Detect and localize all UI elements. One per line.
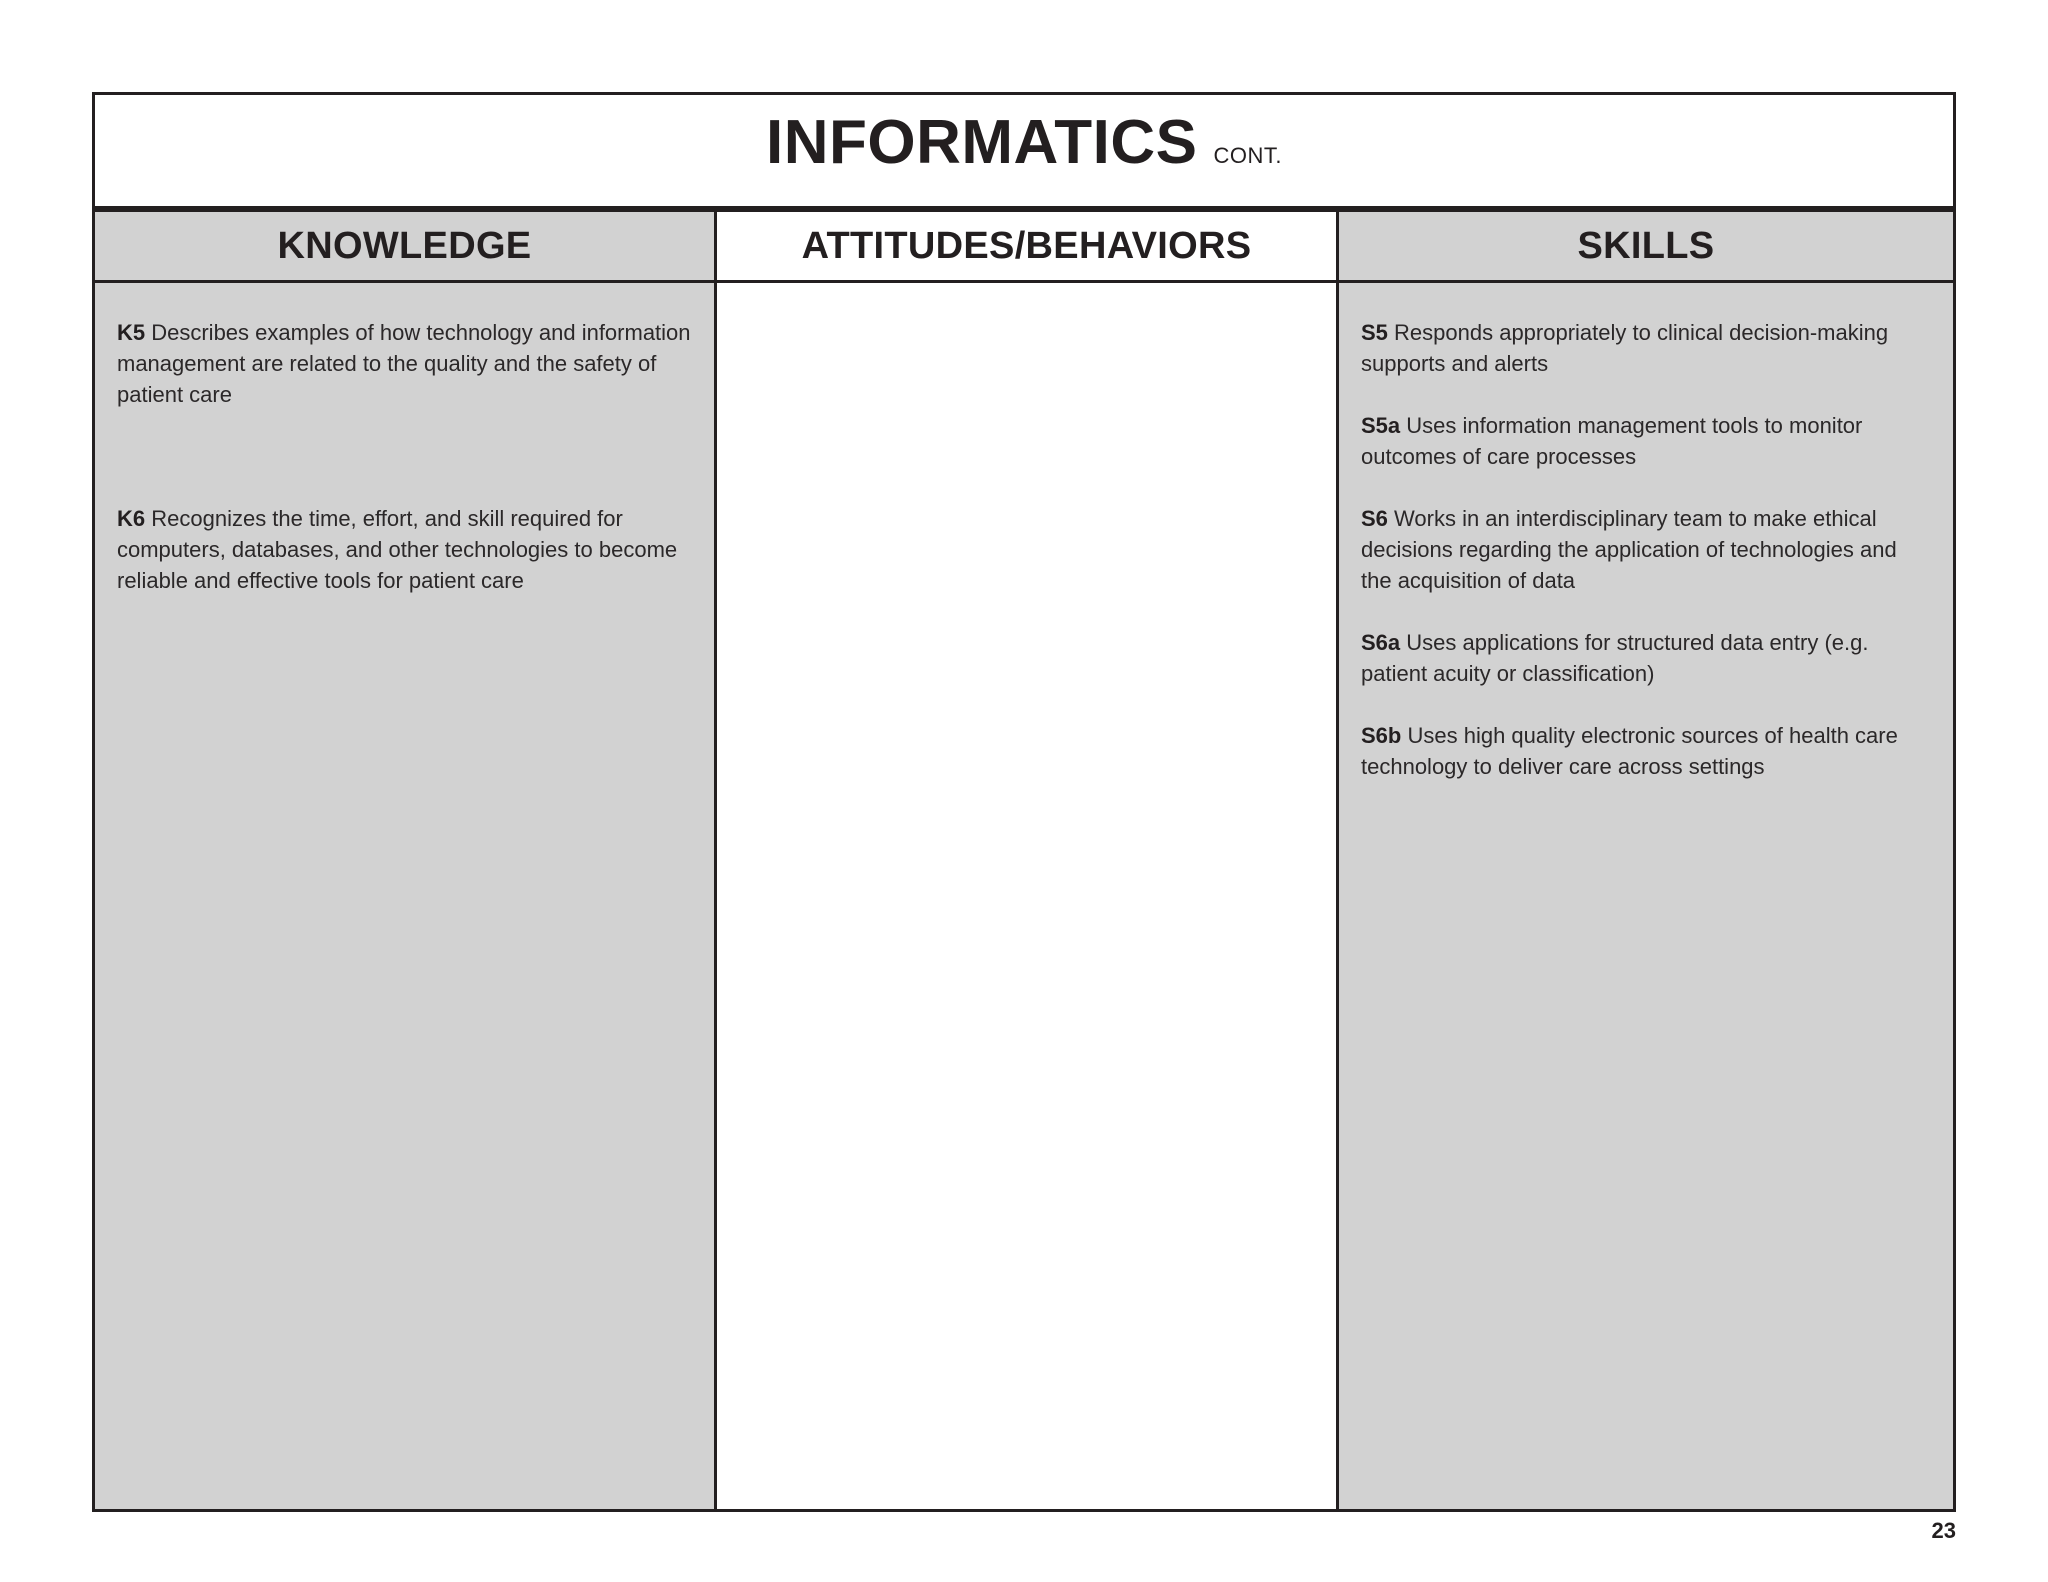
skills-item-s5 <box>1361 317 1933 379</box>
knowledge-item-k5 <box>117 317 694 410</box>
page-number: 23 <box>1931 1518 1956 1543</box>
title-suffix: CONT. <box>1213 143 1282 168</box>
skills-heading: SKILLS <box>1339 212 1953 283</box>
item-text: Works in an interdisciplinary team to make ethical decisions regarding the application of technologies and the acquisition of data <box>1361 506 1897 593</box>
attitudes-body <box>717 283 1336 317</box>
skills-column <box>1339 212 1953 1509</box>
title-bar <box>95 95 1953 212</box>
competency-table <box>92 92 1956 1512</box>
attitudes-heading: ATTITUDES/BEHAVIORS <box>717 212 1336 283</box>
skills-item-s6 <box>1361 503 1933 596</box>
skills-item-s5a <box>1361 410 1933 472</box>
knowledge-column <box>95 212 714 1509</box>
item-code: S6a <box>1361 630 1401 655</box>
item-code: S5a <box>1361 413 1401 438</box>
knowledge-heading: KNOWLEDGE <box>95 212 714 283</box>
skills-body <box>1339 283 1953 782</box>
skills-item-s6b <box>1361 720 1933 782</box>
attitudes-column <box>714 212 1339 1509</box>
item-text: Uses high quality electronic sources of health care technology to deliver care across settings <box>1361 723 1898 779</box>
knowledge-item-k6 <box>117 503 694 596</box>
title-main: INFORMATICS <box>766 108 1198 177</box>
item-text: Describes examples of how technology and information management are related to the quality and the safety of patient care <box>117 320 691 407</box>
item-code: S6 <box>1361 506 1388 531</box>
item-text: Uses information management tools to monitor outcomes of care processes <box>1361 413 1863 469</box>
knowledge-body <box>95 283 714 596</box>
item-code: K5 <box>117 320 146 345</box>
item-text: Recognizes the time, effort, and skill required for computers, databases, and other technologies to become reliable and effective tools for patient care <box>117 506 678 593</box>
item-code: S6b <box>1361 723 1402 748</box>
item-code: S5 <box>1361 320 1388 345</box>
item-text: Responds appropriately to clinical decision-making supports and alerts <box>1361 320 1889 376</box>
item-text: Uses applications for structured data entry (e.g. patient acuity or classification) <box>1361 630 1869 686</box>
page-title <box>95 107 1953 178</box>
skills-item-s6a <box>1361 627 1933 689</box>
item-code: K6 <box>117 506 146 531</box>
